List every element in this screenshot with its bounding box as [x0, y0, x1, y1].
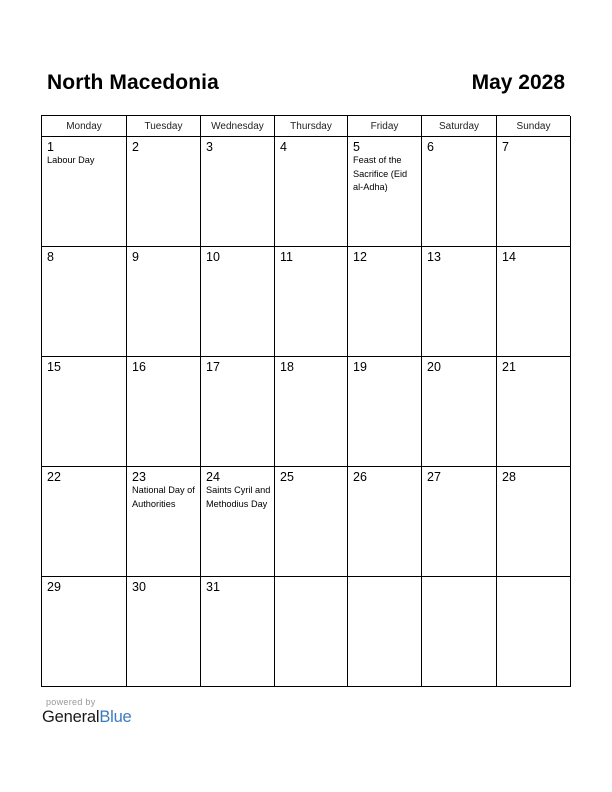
day-number: 21 [502, 360, 516, 374]
holiday-label: Feast of the Sacrifice (Eid al-Adha) [353, 155, 408, 192]
day-number: 12 [353, 250, 367, 264]
day-cell [201, 577, 275, 687]
day-number: 19 [353, 360, 367, 374]
day-cell [348, 467, 422, 577]
day-number: 29 [47, 580, 61, 594]
day-number: 30 [132, 580, 146, 594]
day-number: 17 [206, 360, 220, 374]
day-cell [275, 467, 348, 577]
day-number: 4 [280, 140, 287, 154]
day-number: 26 [353, 470, 367, 484]
day-number: 24 [206, 470, 220, 484]
day-cell [348, 357, 422, 467]
day-number: 15 [47, 360, 61, 374]
day-number: 3 [206, 140, 213, 154]
day-cell [348, 137, 422, 247]
weekday-header-saturday: Saturday [422, 116, 497, 137]
brand-name-part1: General [42, 708, 100, 726]
day-cell [275, 137, 348, 247]
day-cell [201, 467, 275, 577]
day-number: 16 [132, 360, 146, 374]
holiday-label: Saints Cyril and Methodius Day [206, 485, 271, 509]
day-cell [275, 247, 348, 357]
day-cell [127, 467, 201, 577]
day-number: 22 [47, 470, 61, 484]
day-number: 23 [132, 470, 146, 484]
day-cell [497, 247, 571, 357]
calendar-grid [41, 115, 570, 687]
generalblue-logo[interactable] [42, 708, 132, 727]
day-number: 27 [427, 470, 441, 484]
day-number: 5 [353, 140, 360, 154]
day-number: 11 [280, 250, 293, 264]
day-cell [275, 357, 348, 467]
day-cell [497, 357, 571, 467]
day-cell [127, 137, 201, 247]
day-cell [422, 137, 497, 247]
brand-name-part2: Blue [99, 708, 132, 726]
day-cell-empty [348, 577, 422, 687]
weekday-header-monday: Monday [42, 116, 127, 137]
weekday-header-wednesday: Wednesday [201, 116, 275, 137]
day-cell [127, 357, 201, 467]
day-number: 6 [427, 140, 434, 154]
day-number: 7 [502, 140, 509, 154]
day-cell [127, 247, 201, 357]
weekday-header-tuesday: Tuesday [127, 116, 201, 137]
day-cell-empty [497, 577, 571, 687]
day-cell [422, 357, 497, 467]
day-number: 28 [502, 470, 516, 484]
day-cell [422, 247, 497, 357]
day-cell [42, 467, 127, 577]
day-number: 10 [206, 250, 220, 264]
day-cell [422, 467, 497, 577]
day-cell [348, 247, 422, 357]
holiday-label: Labour Day [47, 155, 95, 165]
day-cell-empty [422, 577, 497, 687]
day-cell [201, 357, 275, 467]
day-number: 13 [427, 250, 441, 264]
weekday-header-friday: Friday [348, 116, 422, 137]
day-number: 9 [132, 250, 139, 264]
day-number: 14 [502, 250, 516, 264]
weekday-header-thursday: Thursday [275, 116, 348, 137]
holiday-label: National Day of Authorities [132, 485, 195, 509]
day-number: 1 [47, 140, 54, 154]
day-cell [42, 577, 127, 687]
day-number: 20 [427, 360, 441, 374]
day-number: 31 [206, 580, 220, 594]
day-number: 18 [280, 360, 294, 374]
day-cell-empty [275, 577, 348, 687]
day-cell [42, 137, 127, 247]
powered-by-text: powered by [46, 697, 96, 707]
day-cell [201, 137, 275, 247]
day-cell [42, 247, 127, 357]
day-number: 2 [132, 140, 139, 154]
month-year-title: May 2028 [471, 71, 565, 94]
country-title: North Macedonia [47, 71, 219, 94]
day-cell [127, 577, 201, 687]
day-cell [497, 467, 571, 577]
day-cell [201, 247, 275, 357]
day-number: 25 [280, 470, 294, 484]
day-number: 8 [47, 250, 54, 264]
day-cell [497, 137, 571, 247]
weekday-header-sunday: Sunday [497, 116, 571, 137]
day-cell [42, 357, 127, 467]
